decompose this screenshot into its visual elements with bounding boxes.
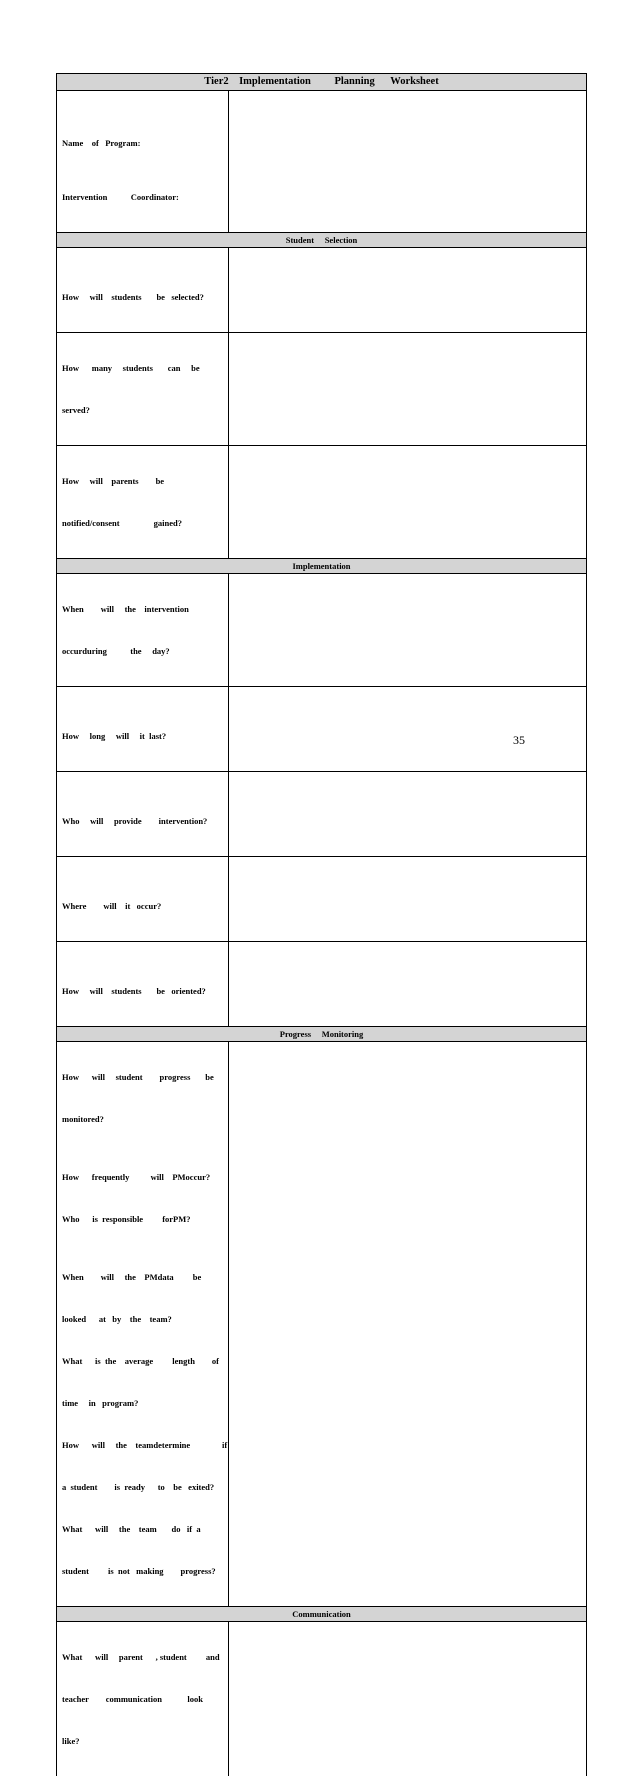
worksheet-title-row [57,74,587,91]
question-text: What will the team do if a [62,1522,223,1536]
question-row [57,687,587,772]
question-text: How frequently will PMoccur? [62,1170,223,1184]
question-text: looked at by the team? [62,1312,223,1326]
question-text: occurduring the day? [62,644,223,658]
question-text: served? [62,403,223,417]
section-header-row [57,1607,587,1622]
section-header-row [57,233,587,248]
answer-cell[interactable] [229,248,587,333]
section-communication: Communication [57,1607,587,1622]
question-text: How long will it last? [62,729,223,743]
question-text: How will the teamdetermine if [62,1438,223,1452]
question-text: When will the intervention [62,602,223,616]
question-text: How will parents be [62,474,223,488]
answer-cell[interactable] [229,574,587,687]
question-text: Who will provide intervention? [62,814,223,828]
answer-cell[interactable] [229,333,587,446]
name-of-program-label: Name of Program: [62,136,223,150]
question-text: What is the average length of [62,1354,223,1368]
question-text: teacher communication look [62,1692,223,1706]
section-header-row [57,1027,587,1042]
question-row [57,1042,587,1607]
answer-cell[interactable] [229,1622,587,1776]
answer-cell[interactable] [229,1042,587,1607]
question-text: How many students can be [62,361,223,375]
question-text: How will students be selected? [62,290,223,304]
question-text: Where will it occur? [62,899,223,913]
question-text: notified/consent gained? [62,516,223,530]
question-text: What will parent , student and [62,1650,223,1664]
worksheet [56,73,586,722]
worksheet-title: Tier2 Implementation Planning Worksheet [57,74,587,91]
worksheet-table [56,73,587,1776]
question-text: How will students be oriented? [62,984,223,998]
question-row [57,1622,587,1776]
question-text: a student is ready to be exited? [62,1480,223,1494]
question-text: How will student progress be [62,1070,223,1084]
answer-cell[interactable] [229,687,587,772]
section-implementation: Implementation [57,559,587,574]
question-row [57,248,587,333]
question-row [57,574,587,687]
section-student-selection: Student Selection [57,233,587,248]
question-row [57,333,587,446]
question-text: student is not making progress? [62,1564,223,1578]
question-text: Who is responsible forPM? [62,1212,223,1226]
question-row [57,857,587,942]
intervention-coordinator-label: Intervention Coordinator: [62,190,223,204]
question-row [57,942,587,1027]
question-row [57,772,587,857]
answer-cell[interactable] [229,446,587,559]
header-answer-cell[interactable] [229,91,587,233]
question-text: like? [62,1734,223,1748]
answer-cell[interactable] [229,772,587,857]
section-progress-monitoring: Progress Monitoring [57,1027,587,1042]
section-header-row [57,559,587,574]
answer-cell[interactable] [229,942,587,1027]
page-number: 35 [513,733,525,748]
question-text: When will the PMdata be [62,1270,223,1284]
header-row [57,91,587,233]
question-text: time in program? [62,1396,223,1410]
answer-cell[interactable] [229,857,587,942]
question-text: monitored? [62,1112,223,1126]
question-row [57,446,587,559]
